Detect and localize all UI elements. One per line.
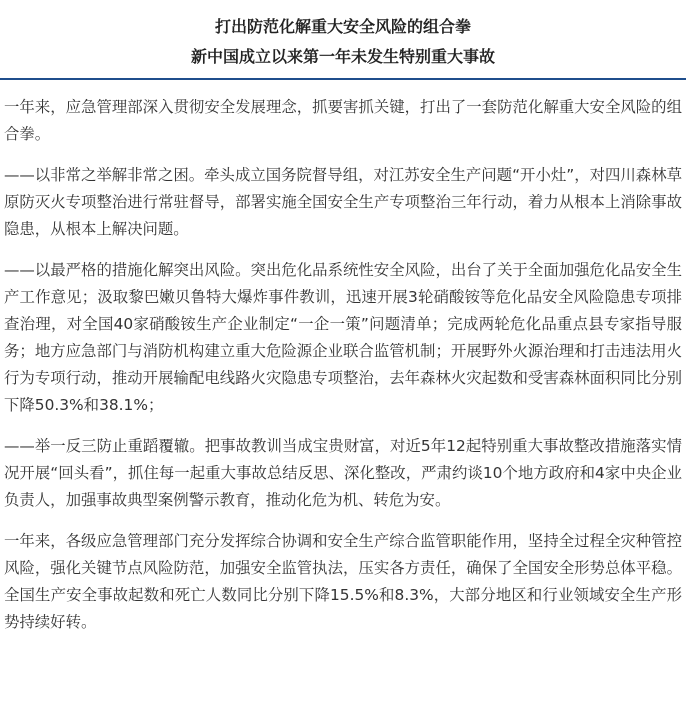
paragraph-intro: 一年来，应急管理部深入贯彻安全发展理念，抓要害抓关键，打出了一套防范化解重大安全风险的组合拳。	[4, 98, 682, 143]
paragraph-lessons-learned: ——举一反三防止重蹈覆辙。把事故教训当成宝贵财富，对近5年12起特别重大事故整改措施落实情况开展“回头看”，抓住每一起重大事故总结反思、深化整改，严肃约谈10个地方政府和4家中央企业负责人，加强事故典型案例警示教育，推动化危为机、转危为安。	[4, 437, 682, 509]
article-title-line-2: 新中国成立以来第一年未发生特别重大事故	[190, 47, 495, 66]
paragraph-strict-measures: ——以最严格的措施化解突出风险。突出危化品系统性安全风险，出台了关于全面加强危化品安全生产工作意见；汲取黎巴嫩贝鲁特大爆炸事件教训，迅速开展3轮硝酸铵等危化品安全风险隐患专项排查治理，对全国40家硝酸铵生产企业制定“一企一策”问题清单；完成两轮危化品重点县专家指导服务；地方应急部门与消防机构建立重大危险源企业联合监管机制；开展野外火源治理和打击违法用火行为专项行动，推动开展输配电线路火灾隐患专项整治，去年森林火灾起数和受害森林面积同比分别下降50.3%和38.1%；	[4, 261, 682, 414]
paragraph-extraordinary-measures: ——以非常之举解非常之困。牵头成立国务院督导组，对江苏安全生产问题“开小灶”，对四川森林草原防灭火专项整治进行常驻督导，部署实施全国安全生产专项整治三年行动，着力从根本上消除事故隐患，从根本上解决问题。	[4, 166, 682, 238]
paragraph-summary: 一年来，各级应急管理部门充分发挥综合协调和安全生产综合监管职能作用，坚持全过程全灾种管控风险，强化关键节点风险防范，加强安全监管执法，压实各方责任，确保了全国安全形势总体平稳。全国生产安全事故起数和死亡人数同比分别下降15.5%和8.3%，大部分地区和行业领域安全生产形势持续好转。	[4, 532, 682, 631]
article-title-line-1: 打出防范化解重大安全风险的组合拳	[214, 17, 471, 36]
article-body	[0, 80, 686, 636]
article-header	[0, 0, 686, 80]
